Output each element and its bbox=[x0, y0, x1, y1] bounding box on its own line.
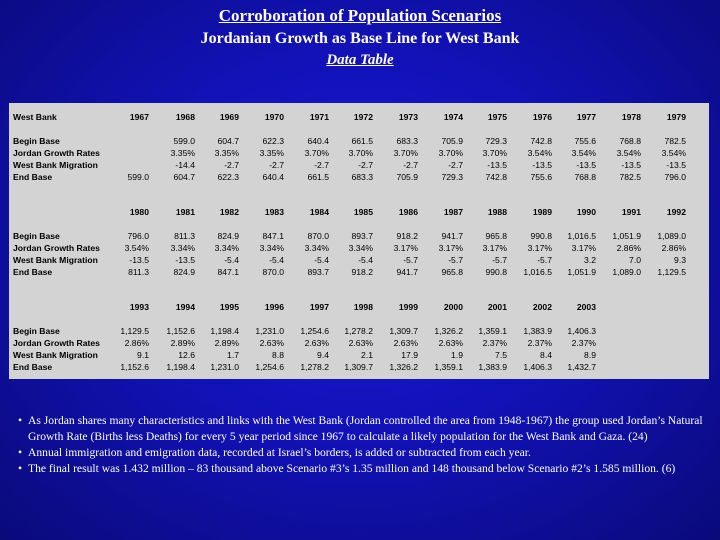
table-cell: -5.7 bbox=[403, 255, 418, 265]
bullet-marker: • bbox=[18, 414, 23, 427]
table-cell: 893.7 bbox=[351, 231, 373, 241]
table-row bbox=[9, 325, 709, 337]
table-cell: 3.35% bbox=[170, 148, 195, 158]
table-year-cell: 1978 bbox=[621, 112, 641, 122]
table-cell: 3.54% bbox=[527, 148, 552, 158]
table-year-cell: 1982 bbox=[219, 207, 239, 217]
slide-subtitle: Jordanian Growth as Base Line for West Bank bbox=[200, 30, 520, 47]
table-year-cell: 1967 bbox=[129, 112, 149, 122]
table-cell: 2.63% bbox=[393, 338, 418, 348]
table-row bbox=[9, 337, 709, 349]
table-cell: 661.5 bbox=[351, 136, 373, 146]
table-row-label: Jordan Growth Rates bbox=[13, 338, 100, 348]
table-year-cell: 1989 bbox=[532, 207, 552, 217]
table-cell: 599.0 bbox=[173, 136, 195, 146]
table-cell: 3.54% bbox=[661, 148, 686, 158]
table-cell: 2.86% bbox=[616, 243, 641, 253]
table-year-cell: 1968 bbox=[175, 112, 195, 122]
table-year-cell: 1981 bbox=[175, 207, 195, 217]
table-cell: 640.4 bbox=[307, 136, 329, 146]
bullet-text: As Jordan shares many characteristics and links with the West Bank (Jordan controlled the area from 1948-1967) the group used Jordan’s Natural Growth Rate (Births less Deaths) for every 5 year period since 1967 to calculate a likely population for the West Bank and Gaza. (24) bbox=[28, 414, 703, 443]
slide-caption: Data Table bbox=[326, 52, 394, 68]
table-cell: 742.8 bbox=[530, 136, 552, 146]
table-cell: 965.8 bbox=[441, 267, 463, 277]
table-cell: 1,016.5 bbox=[567, 231, 596, 241]
table-cell: -13.5 bbox=[532, 160, 552, 170]
table-cell: 3.34% bbox=[259, 243, 284, 253]
table-year-header-row bbox=[9, 206, 709, 218]
table-cell: 2.37% bbox=[527, 338, 552, 348]
table-cell: 2.89% bbox=[170, 338, 195, 348]
table-cell: 847.1 bbox=[262, 231, 284, 241]
table-cell: 1,051.9 bbox=[567, 267, 596, 277]
table-year-cell: 1970 bbox=[264, 112, 284, 122]
table-cell: 990.8 bbox=[530, 231, 552, 241]
table-row-label: Begin Base bbox=[13, 231, 60, 241]
table-cell: 847.1 bbox=[217, 267, 239, 277]
table-cell: 768.8 bbox=[574, 172, 596, 182]
table-cell: 1,359.1 bbox=[434, 362, 463, 372]
table-cell: 729.3 bbox=[485, 136, 507, 146]
table-cell: 3.70% bbox=[482, 148, 507, 158]
table-year-cell: 1988 bbox=[487, 207, 507, 217]
table-year-cell: 1977 bbox=[576, 112, 596, 122]
table-cell: 622.3 bbox=[217, 172, 239, 182]
table-cell: -5.7 bbox=[537, 255, 552, 265]
table-row-label: Jordan Growth Rates bbox=[13, 243, 100, 253]
table-cell: 3.2 bbox=[584, 255, 596, 265]
table-cell: 3.17% bbox=[438, 243, 463, 253]
table-cell: 3.34% bbox=[214, 243, 239, 253]
table-cell: 2.37% bbox=[571, 338, 596, 348]
table-cell: -13.5 bbox=[487, 160, 507, 170]
bullet-item bbox=[18, 445, 708, 461]
table-year-cell: 1984 bbox=[309, 207, 329, 217]
table-cell: 661.5 bbox=[307, 172, 329, 182]
table-cell: 1,051.9 bbox=[612, 231, 641, 241]
table-cell: 965.8 bbox=[485, 231, 507, 241]
table-year-cell: 1974 bbox=[443, 112, 463, 122]
table-row bbox=[9, 171, 709, 183]
table-cell: 1,152.6 bbox=[166, 326, 195, 336]
table-cell: 1,406.3 bbox=[567, 326, 596, 336]
table-cell: 9.1 bbox=[137, 350, 149, 360]
table-row bbox=[9, 349, 709, 361]
table-row bbox=[9, 135, 709, 147]
table-row bbox=[9, 266, 709, 278]
table-cell: 1,432.7 bbox=[567, 362, 596, 372]
table-year-cell: 1990 bbox=[576, 207, 596, 217]
bullet-text: Annual immigration and emigration data, recorded at Israel’s borders, is added or subtracted from each year. bbox=[28, 446, 531, 459]
table-cell: 782.5 bbox=[619, 172, 641, 182]
table-cell: 2.37% bbox=[482, 338, 507, 348]
table-cell: 8.8 bbox=[272, 350, 284, 360]
table-cell: 824.9 bbox=[217, 231, 239, 241]
table-cell: -5.4 bbox=[269, 255, 284, 265]
table-year-header-row bbox=[9, 111, 709, 123]
table-row-label: Begin Base bbox=[13, 136, 60, 146]
table-row-label: West Bank Migration bbox=[13, 255, 98, 265]
table-row bbox=[9, 254, 709, 266]
table-cell: 1,152.6 bbox=[120, 362, 149, 372]
table-cell: -2.7 bbox=[358, 160, 373, 170]
table-cell: 683.3 bbox=[396, 136, 418, 146]
data-table bbox=[9, 103, 709, 379]
table-year-cell: 1983 bbox=[264, 207, 284, 217]
table-cell: 8.9 bbox=[584, 350, 596, 360]
table-cell: 604.7 bbox=[217, 136, 239, 146]
table-cell: 3.35% bbox=[259, 148, 284, 158]
table-cell: 742.8 bbox=[485, 172, 507, 182]
table-cell: 1,359.1 bbox=[478, 326, 507, 336]
table-cell: -2.7 bbox=[269, 160, 284, 170]
table-cell: 604.7 bbox=[173, 172, 195, 182]
table-cell: 3.70% bbox=[393, 148, 418, 158]
table-row bbox=[9, 361, 709, 373]
table-row-label: West Bank Migration bbox=[13, 160, 98, 170]
table-year-cell: 1985 bbox=[353, 207, 373, 217]
table-cell: 941.7 bbox=[441, 231, 463, 241]
table-cell: 1,129.5 bbox=[120, 326, 149, 336]
table-year-cell: 1999 bbox=[398, 302, 418, 312]
table-cell: 918.2 bbox=[351, 267, 373, 277]
table-cell: 990.8 bbox=[485, 267, 507, 277]
table-year-cell: 1973 bbox=[398, 112, 418, 122]
table-year-cell: 1995 bbox=[219, 302, 239, 312]
table-cell: 782.5 bbox=[664, 136, 686, 146]
table-cell: 870.0 bbox=[307, 231, 329, 241]
table-year-cell: 1976 bbox=[532, 112, 552, 122]
table-cell: -13.5 bbox=[129, 255, 149, 265]
table-year-cell: 1971 bbox=[309, 112, 329, 122]
table-year-cell: 1996 bbox=[264, 302, 284, 312]
table-year-cell: 1997 bbox=[309, 302, 329, 312]
table-cell: 870.0 bbox=[262, 267, 284, 277]
table-header-label: West Bank bbox=[13, 112, 57, 122]
table-cell: -14.4 bbox=[175, 160, 195, 170]
table-year-cell: 2000 bbox=[443, 302, 463, 312]
table-year-header-row bbox=[9, 301, 709, 313]
table-cell: 3.70% bbox=[304, 148, 329, 158]
table-cell: 1,309.7 bbox=[389, 326, 418, 336]
table-cell: 1,231.0 bbox=[255, 326, 284, 336]
table-cell: 796.0 bbox=[664, 172, 686, 182]
table-cell: -5.4 bbox=[358, 255, 373, 265]
table-cell: 1,326.2 bbox=[434, 326, 463, 336]
table-cell: 796.0 bbox=[127, 231, 149, 241]
table-year-cell: 1987 bbox=[443, 207, 463, 217]
table-year-cell: 2003 bbox=[576, 302, 596, 312]
table-row-label: West Bank Migration bbox=[13, 350, 98, 360]
table-year-cell: 1992 bbox=[666, 207, 686, 217]
table-cell: 811.3 bbox=[174, 231, 195, 241]
table-cell: 755.6 bbox=[574, 136, 596, 146]
table-cell: -13.5 bbox=[666, 160, 686, 170]
table-cell: 3.70% bbox=[348, 148, 373, 158]
table-row bbox=[9, 242, 709, 254]
table-year-cell: 2001 bbox=[487, 302, 507, 312]
table-cell: 7.5 bbox=[495, 350, 507, 360]
table-cell: 1,129.5 bbox=[657, 267, 686, 277]
table-cell: 1,089.0 bbox=[657, 231, 686, 241]
table-cell: 640.4 bbox=[262, 172, 284, 182]
table-cell: -13.5 bbox=[576, 160, 596, 170]
bullet-item bbox=[18, 461, 708, 477]
table-cell: 1,254.6 bbox=[255, 362, 284, 372]
table-cell: 1,254.6 bbox=[300, 326, 329, 336]
bullet-text: The final result was 1.432 million – 83 thousand above Scenario #3’s 1.35 million and 148 thousand below Scenario #2’s 1.585 million. (6) bbox=[28, 462, 676, 475]
table-cell: 2.1 bbox=[361, 350, 373, 360]
table-cell: 729.3 bbox=[441, 172, 463, 182]
table-cell: -2.7 bbox=[403, 160, 418, 170]
table-cell: 1,089.0 bbox=[612, 267, 641, 277]
table-cell: 918.2 bbox=[396, 231, 418, 241]
table-cell: -13.5 bbox=[175, 255, 195, 265]
table-year-cell: 1991 bbox=[621, 207, 641, 217]
table-cell: 1,231.0 bbox=[210, 362, 239, 372]
table-cell: 9.3 bbox=[674, 255, 686, 265]
table-cell: 3.17% bbox=[527, 243, 552, 253]
table-year-cell: 2002 bbox=[532, 302, 552, 312]
table-year-cell: 1972 bbox=[353, 112, 373, 122]
table-cell: -5.4 bbox=[314, 255, 329, 265]
table-cell: 2.89% bbox=[214, 338, 239, 348]
table-cell: 683.3 bbox=[351, 172, 373, 182]
bullet-list bbox=[18, 413, 708, 477]
table-row-label: Jordan Growth Rates bbox=[13, 148, 100, 158]
table-cell: 2.63% bbox=[348, 338, 373, 348]
table-cell: 2.63% bbox=[259, 338, 284, 348]
table-cell: 12.6 bbox=[178, 350, 195, 360]
table-cell: 1.9 bbox=[451, 350, 463, 360]
table-year-cell: 1979 bbox=[666, 112, 686, 122]
table-cell: 705.9 bbox=[441, 136, 463, 146]
table-cell: 622.3 bbox=[262, 136, 284, 146]
table-row-label: End Base bbox=[13, 362, 53, 372]
table-cell: 599.0 bbox=[127, 172, 149, 182]
table-cell: 3.35% bbox=[214, 148, 239, 158]
table-row bbox=[9, 147, 709, 159]
table-cell: -5.7 bbox=[448, 255, 463, 265]
table-cell: 893.7 bbox=[307, 267, 329, 277]
slide-title: Corroboration of Population Scenarios bbox=[218, 6, 502, 25]
table-cell: 1,278.2 bbox=[300, 362, 329, 372]
table-row-label: Begin Base bbox=[13, 326, 60, 336]
bullet-marker: • bbox=[18, 446, 23, 459]
table-cell: 3.34% bbox=[170, 243, 195, 253]
table-cell: 8.4 bbox=[540, 350, 552, 360]
table-cell: 3.54% bbox=[571, 148, 596, 158]
table-cell: 1,383.9 bbox=[478, 362, 507, 372]
table-cell: 941.7 bbox=[396, 267, 418, 277]
table-cell: 2.86% bbox=[124, 338, 149, 348]
table-cell: 1.7 bbox=[227, 350, 239, 360]
table-cell: -2.7 bbox=[224, 160, 239, 170]
table-cell: 1,198.4 bbox=[210, 326, 239, 336]
table-cell: 3.54% bbox=[124, 243, 149, 253]
table-cell: 7.0 bbox=[629, 255, 641, 265]
table-year-cell: 1993 bbox=[129, 302, 149, 312]
table-cell: 3.17% bbox=[571, 243, 596, 253]
table-cell: -2.7 bbox=[448, 160, 463, 170]
table-row-label: End Base bbox=[13, 267, 53, 277]
table-year-cell: 1980 bbox=[129, 207, 149, 217]
table-cell: 3.54% bbox=[616, 148, 641, 158]
table-cell: 9.4 bbox=[317, 350, 329, 360]
table-cell: 3.34% bbox=[348, 243, 373, 253]
table-cell: 2.63% bbox=[304, 338, 329, 348]
table-cell: 1,016.5 bbox=[523, 267, 552, 277]
table-cell: 3.34% bbox=[304, 243, 329, 253]
table-year-cell: 1998 bbox=[353, 302, 373, 312]
table-cell: -5.4 bbox=[224, 255, 239, 265]
table-cell: 811.3 bbox=[128, 267, 149, 277]
table-cell: 705.9 bbox=[396, 172, 418, 182]
table-cell: -5.7 bbox=[492, 255, 507, 265]
table-year-cell: 1969 bbox=[219, 112, 239, 122]
table-cell: 1,406.3 bbox=[523, 362, 552, 372]
table-cell: 755.6 bbox=[530, 172, 552, 182]
table-cell: 1,326.2 bbox=[389, 362, 418, 372]
table-row-label: End Base bbox=[13, 172, 53, 182]
table-cell: 768.8 bbox=[619, 136, 641, 146]
table-row bbox=[9, 159, 709, 171]
table-cell: 3.70% bbox=[438, 148, 463, 158]
table-cell: 2.63% bbox=[438, 338, 463, 348]
table-cell: -13.5 bbox=[621, 160, 641, 170]
table-cell: 17.9 bbox=[401, 350, 418, 360]
table-cell: 1,309.7 bbox=[344, 362, 373, 372]
table-cell: 1,383.9 bbox=[523, 326, 552, 336]
table-year-cell: 1994 bbox=[175, 302, 195, 312]
table-row bbox=[9, 230, 709, 242]
bullet-marker: • bbox=[18, 462, 23, 475]
table-cell: 1,198.4 bbox=[166, 362, 195, 372]
table-cell: 1,278.2 bbox=[344, 326, 373, 336]
table-cell: 3.17% bbox=[482, 243, 507, 253]
table-year-cell: 1986 bbox=[398, 207, 418, 217]
table-cell: 824.9 bbox=[173, 267, 195, 277]
table-cell: -2.7 bbox=[314, 160, 329, 170]
table-year-cell: 1975 bbox=[487, 112, 507, 122]
table-cell: 2.86% bbox=[661, 243, 686, 253]
bullet-item bbox=[18, 413, 708, 445]
table-cell: 3.17% bbox=[393, 243, 418, 253]
